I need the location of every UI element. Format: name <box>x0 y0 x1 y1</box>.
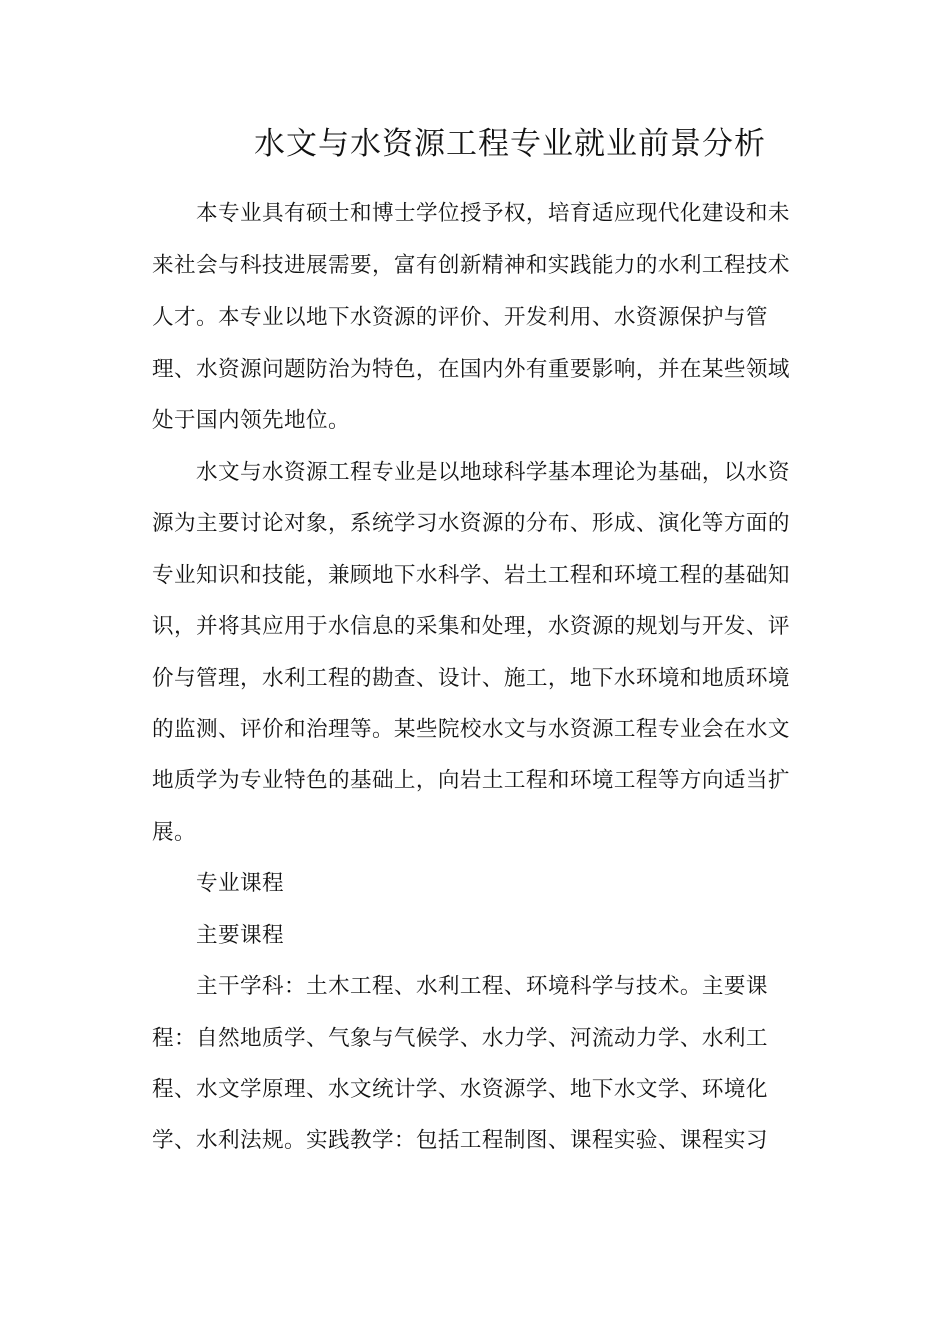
text-line: 识，并将其应用于水信息的采集和处理，水资源的规划与开发、评 <box>152 614 790 639</box>
text-line: 专业知识和技能，兼顾地下水科学、岩土工程和环境工程的基础知 <box>152 563 790 588</box>
text-line: 来社会与科技进展需要，富有创新精神和实践能力的水利工程技术 <box>152 253 790 278</box>
text-line: 本专业具有硕士和博士学位授予权，培育适应现代化建设和未 <box>196 201 790 226</box>
text-line: 程：自然地质学、气象与气候学、水力学、河流动力学、水利工 <box>152 1026 768 1051</box>
text-line: 处于国内领先地位。 <box>152 408 350 433</box>
text-line: 人才。本专业以地下水资源的评价、开发利用、水资源保护与管 <box>152 305 768 330</box>
text-line: 源为主要讨论对象，系统学习水资源的分布、形成、演化等方面的 <box>152 511 790 536</box>
text-line: 主干学科：土木工程、水利工程、环境科学与技术。主要课 <box>196 974 768 999</box>
section-heading-main-courses: 主要课程 <box>196 923 284 948</box>
text-line: 地质学为专业特色的基础上，向岩土工程和环境工程等方向适当扩 <box>152 768 790 793</box>
text-line: 程、水文学原理、水文统计学、水资源学、地下水文学、环境化 <box>152 1077 768 1102</box>
text-line: 理、水资源问题防治为特色，在国内外有重要影响，并在某些领域 <box>152 357 790 382</box>
text-line: 价与管理，水利工程的勘查、设计、施工，地下水环境和地质环境 <box>152 666 790 691</box>
text-line: 水文与水资源工程专业是以地球科学基本理论为基础，以水资 <box>196 460 790 485</box>
text-line: 的监测、评价和治理等。某些院校水文与水资源工程专业会在水文 <box>152 717 790 742</box>
text-line: 展。 <box>152 820 196 845</box>
document-title: 水文与水资源工程专业就业前景分析 <box>254 126 766 162</box>
section-heading-courses: 专业课程 <box>196 871 284 896</box>
text-line: 学、水利法规。实践教学：包括工程制图、课程实验、课程实习 <box>152 1128 768 1153</box>
